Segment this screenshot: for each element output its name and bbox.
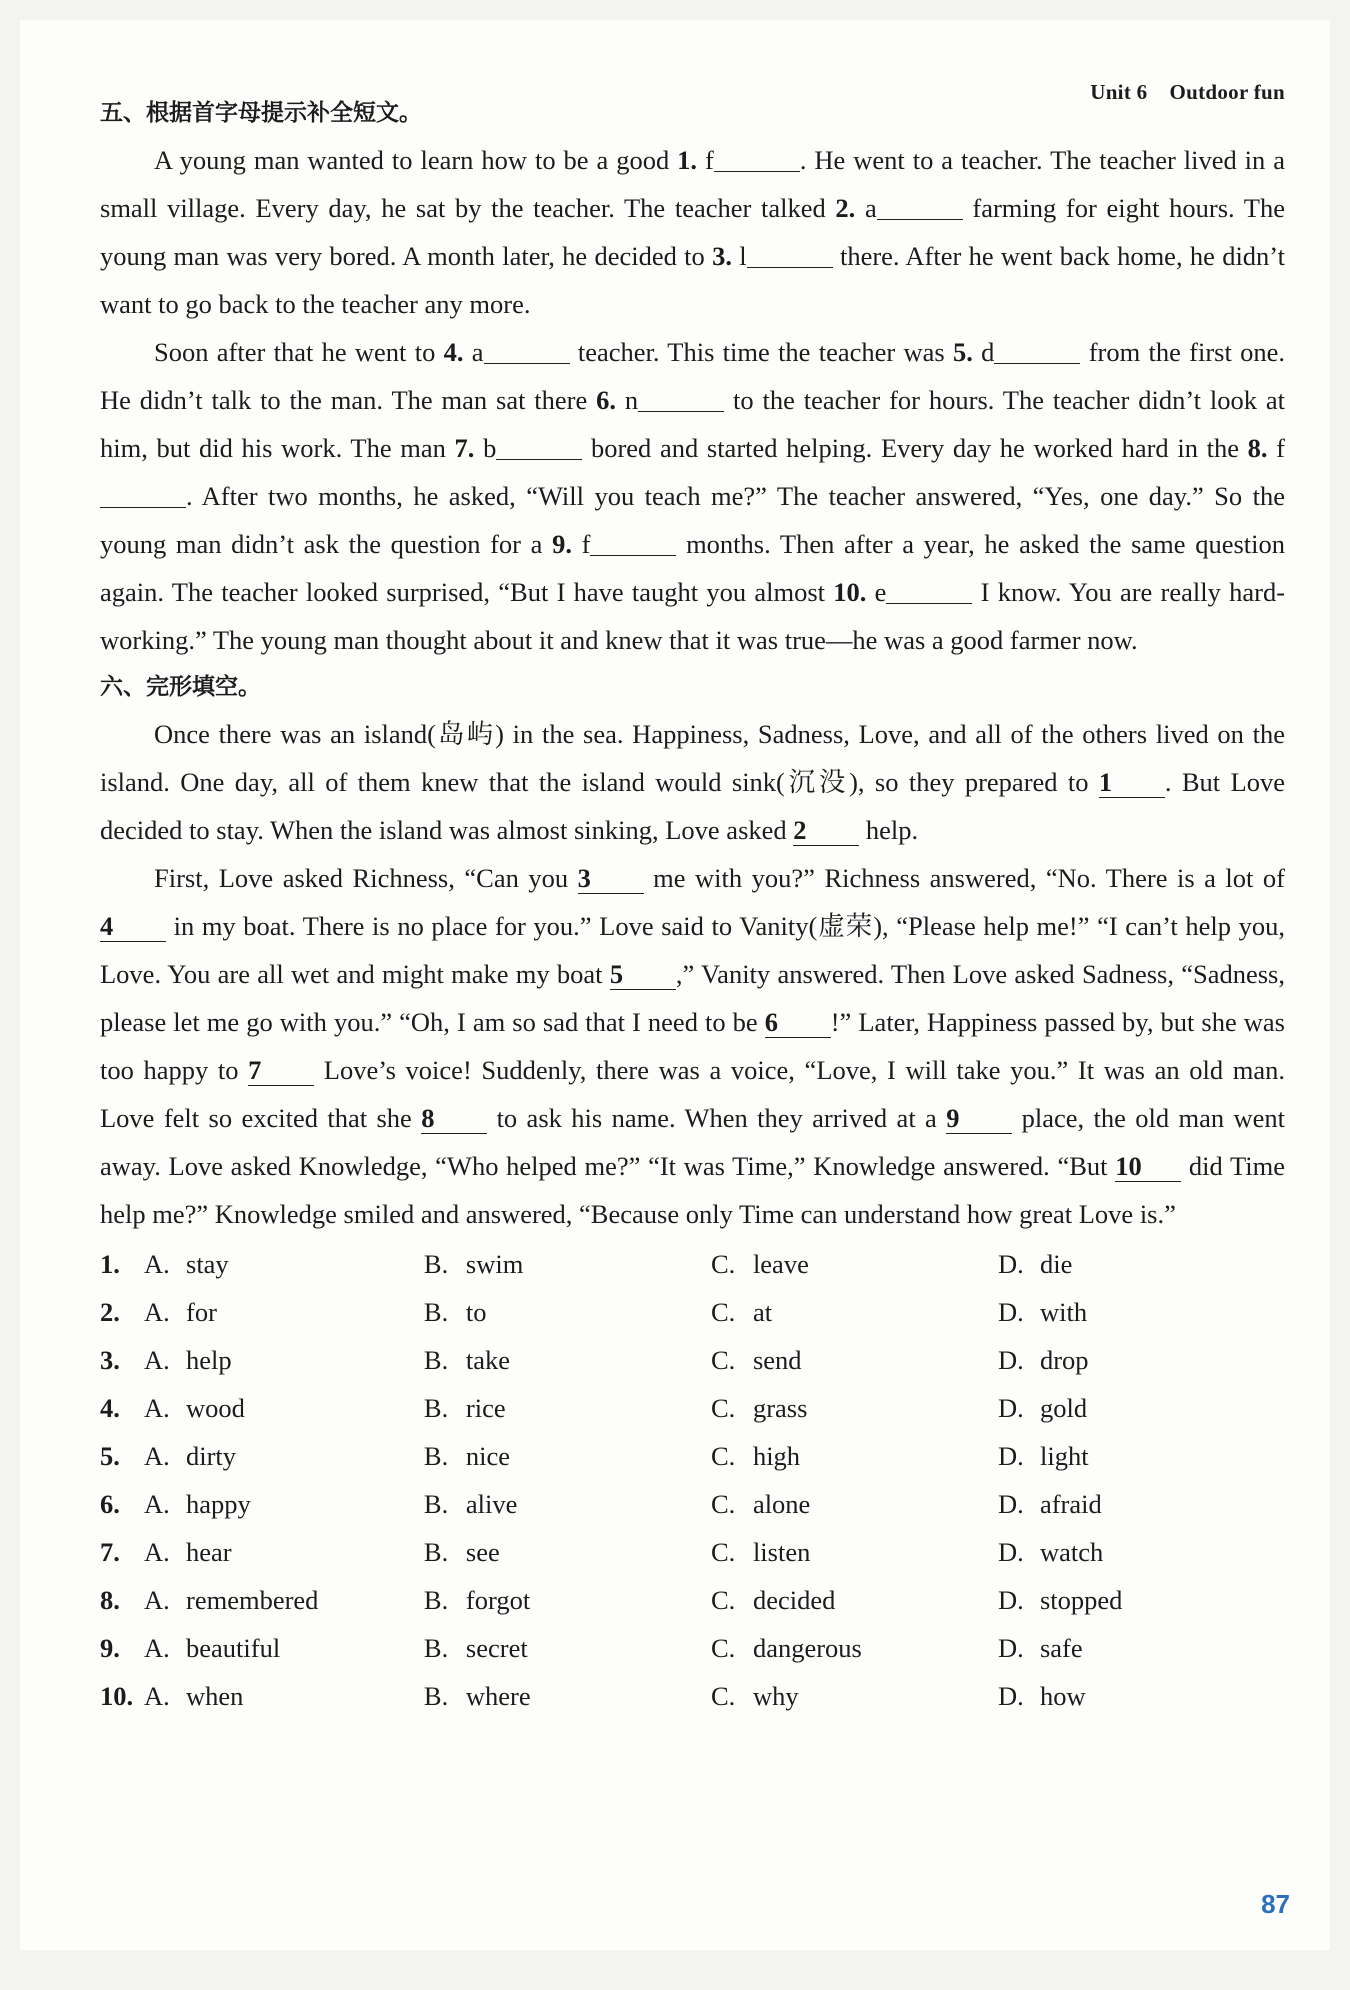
fill-blank-6[interactable]	[638, 381, 724, 412]
option-c[interactable]: C. grass	[710, 1393, 808, 1423]
option-b[interactable]: B. take	[423, 1345, 511, 1375]
initial-letter: e	[874, 577, 887, 607]
initial-letter: l	[739, 241, 747, 271]
option-a[interactable]: 5. A. dirty	[100, 1441, 237, 1471]
initial-letter: f	[705, 145, 714, 175]
fill-blank-10[interactable]	[886, 573, 972, 604]
option-c[interactable]: C. send	[710, 1345, 802, 1375]
blank-number: 5.	[953, 337, 973, 367]
blank-number: 6.	[596, 385, 617, 415]
cloze-gap-4[interactable]: 4	[100, 911, 166, 942]
cloze-gap-7[interactable]: 7	[248, 1055, 314, 1086]
option-b[interactable]: B. to	[423, 1297, 487, 1327]
cloze-gap-8[interactable]: 8	[421, 1103, 487, 1134]
blank-number: 10.	[833, 577, 867, 607]
option-a[interactable]: 10. A. when	[100, 1681, 244, 1711]
option-d[interactable]: D. with	[997, 1297, 1088, 1327]
option-b[interactable]: B. nice	[423, 1441, 511, 1471]
initial-letter: n	[624, 385, 639, 415]
section-5-title: 五、根据首字母提示补全短文。	[100, 100, 422, 126]
fill-blank-9[interactable]	[590, 525, 676, 556]
cloze-gap-5[interactable]: 5	[610, 959, 676, 990]
question-row	[100, 1624, 1285, 1672]
blank-number: 3.	[712, 241, 732, 271]
running-head	[1090, 80, 1285, 105]
cloze-gap-3[interactable]: 3	[578, 863, 644, 894]
cloze-gap-10[interactable]: 10	[1115, 1151, 1181, 1182]
option-c[interactable]: C. dangerous	[710, 1633, 862, 1663]
fill-blank-2[interactable]	[877, 189, 963, 220]
option-a[interactable]: 2. A. for	[100, 1297, 217, 1327]
initial-letter: f	[1276, 433, 1285, 463]
option-b[interactable]: B. forgot	[423, 1585, 531, 1615]
option-b[interactable]: B. rice	[423, 1393, 506, 1423]
question-row	[100, 1288, 1285, 1336]
question-row	[100, 1240, 1285, 1288]
option-c[interactable]: C. alone	[710, 1489, 811, 1519]
blank-number: 8.	[1247, 433, 1268, 463]
section-5-paragraph-1: A young man wanted to learn how to be a good 1. f . He went to a teacher. The teacher lived in a small village. Every day, he sat by the teacher. The teacher talked 2. a farming for eight hours. The young man was very bored. A month later, he decided to 3. l there. After he went back home, he didn’t want to go back to the teacher any more.	[100, 136, 1285, 328]
option-c[interactable]: C. listen	[710, 1537, 811, 1567]
option-b[interactable]: B. swim	[423, 1249, 524, 1279]
section-6-paragraph-1: Once there was an island(岛屿) in the sea. Happiness, Sadness, Love, and all of the others lived on the island. One day, all of them knew that the island would sink(沉没), so they prepared to 1 . But Love decided to stay. When the island was almost sinking, Love asked 2 help.	[100, 719, 1285, 845]
section-6-paragraph-2: First, Love asked Richness, “Can you 3 me with you?” Richness answered, “No. There is a lot of 4 in my boat. There is no place for you.” Love said to Vanity(虚荣), “Please help me!” “I can’t help you, Love. You are all wet and might make my boat 5 ,” Vanity answered. Then Love asked Sadness, “Sadness, please let me go with you.” “Oh, I am so sad that I need to be 6 !” Later, Happiness passed by, but she was too happy to 7 Love’s voice! Suddenly, there was a voice, “Love, I will take you.” It was an old man. Love felt so excited that she 8 to ask his name. When they arrived at a 9 place, the old man went away. Love asked Knowledge, “Who helped me?” “It was Time,” Knowledge answered. “But 10 did Time help me?” Knowledge smiled and answered, “Because only Time can understand how great Love is.”	[100, 863, 1285, 1229]
option-b[interactable]: B. secret	[423, 1633, 528, 1663]
option-b[interactable]: B. where	[423, 1681, 531, 1711]
option-d[interactable]: D. afraid	[997, 1489, 1102, 1519]
initial-letter: f	[581, 529, 591, 559]
option-d[interactable]: D. gold	[997, 1393, 1088, 1423]
option-c[interactable]: C. leave	[710, 1249, 809, 1279]
initial-letter: d	[981, 337, 995, 367]
fill-blank-8[interactable]	[100, 477, 186, 508]
blank-number: 4.	[443, 337, 464, 367]
unit-label: Unit 6	[1090, 80, 1148, 104]
initial-letter: a	[864, 193, 877, 223]
blank-number: 9.	[552, 529, 572, 559]
blank-number: 2.	[835, 193, 856, 223]
option-a[interactable]: 6. A. happy	[100, 1489, 251, 1519]
cloze-gap-6[interactable]: 6	[765, 1007, 831, 1038]
option-a[interactable]: 7. A. hear	[100, 1537, 232, 1567]
blank-number: 7.	[454, 433, 475, 463]
option-b[interactable]: B. see	[423, 1537, 500, 1567]
fill-blank-7[interactable]	[496, 429, 582, 460]
option-d[interactable]: D. watch	[997, 1537, 1104, 1567]
option-c[interactable]: C. decided	[710, 1585, 836, 1615]
section-5-paragraph-2: Soon after that he went to 4. a teacher. This time the teacher was 5. d from the first one. He didn’t talk to the man. The man sat there 6. n to the teacher for hours. The teacher didn’t look at him, but did his work. The man 7. b bored and started helping. Every day he worked hard in the 8. f. After two months, he asked, “Will you teach me?” The teacher answered, “Yes, one day.” So the young man didn’t ask the question for a 9. f months. Then after a year, he asked the same question again. The teacher looked surprised, “But I have taught you almost 10. e I know. You are really hard-working.” The young man thought about it and knew that it was true—he was a good farmer now.	[100, 328, 1285, 664]
question-row	[100, 1384, 1285, 1432]
section-6-title: 六、完形填空。	[100, 674, 261, 700]
question-row	[100, 1480, 1285, 1528]
option-d[interactable]: D. how	[997, 1681, 1086, 1711]
workbook-page	[20, 20, 1330, 1950]
option-d[interactable]: D. die	[997, 1249, 1073, 1279]
option-d[interactable]: D. drop	[997, 1345, 1089, 1375]
fill-blank-3[interactable]	[747, 237, 833, 268]
initial-letter: a	[471, 337, 484, 367]
option-a[interactable]: 9. A. beautiful	[100, 1633, 281, 1663]
fill-blank-5[interactable]	[994, 333, 1080, 364]
cloze-gap-9[interactable]: 9	[946, 1103, 1012, 1134]
option-a[interactable]: 1. A. stay	[100, 1249, 229, 1279]
question-row	[100, 1432, 1285, 1480]
fill-blank-4[interactable]	[484, 333, 570, 364]
option-a[interactable]: 3. A. help	[100, 1345, 232, 1375]
option-b[interactable]: B. alive	[423, 1489, 518, 1519]
option-a[interactable]: 4. A. wood	[100, 1393, 245, 1423]
page-number: 87	[1261, 1889, 1290, 1919]
option-d[interactable]: D. stopped	[997, 1585, 1123, 1615]
question-row	[100, 1672, 1285, 1720]
unit-title: Outdoor fun	[1169, 80, 1285, 104]
question-row	[100, 1576, 1285, 1624]
option-c[interactable]: C. at	[710, 1297, 773, 1327]
cloze-gap-1[interactable]: 1	[1099, 767, 1165, 798]
option-c[interactable]: C. why	[710, 1681, 799, 1711]
fill-blank-1[interactable]	[714, 141, 800, 172]
question-row	[100, 1336, 1285, 1384]
option-d[interactable]: D. light	[997, 1441, 1089, 1471]
blank-number: 1.	[677, 145, 698, 175]
option-d[interactable]: D. safe	[997, 1633, 1083, 1663]
initial-letter: b	[483, 433, 497, 463]
option-a[interactable]: 8. A. remembered	[100, 1585, 319, 1615]
cloze-gap-2[interactable]: 2	[793, 815, 859, 846]
answer-options	[100, 1240, 1285, 1720]
question-row	[100, 1528, 1285, 1576]
option-c[interactable]: C. high	[710, 1441, 801, 1471]
